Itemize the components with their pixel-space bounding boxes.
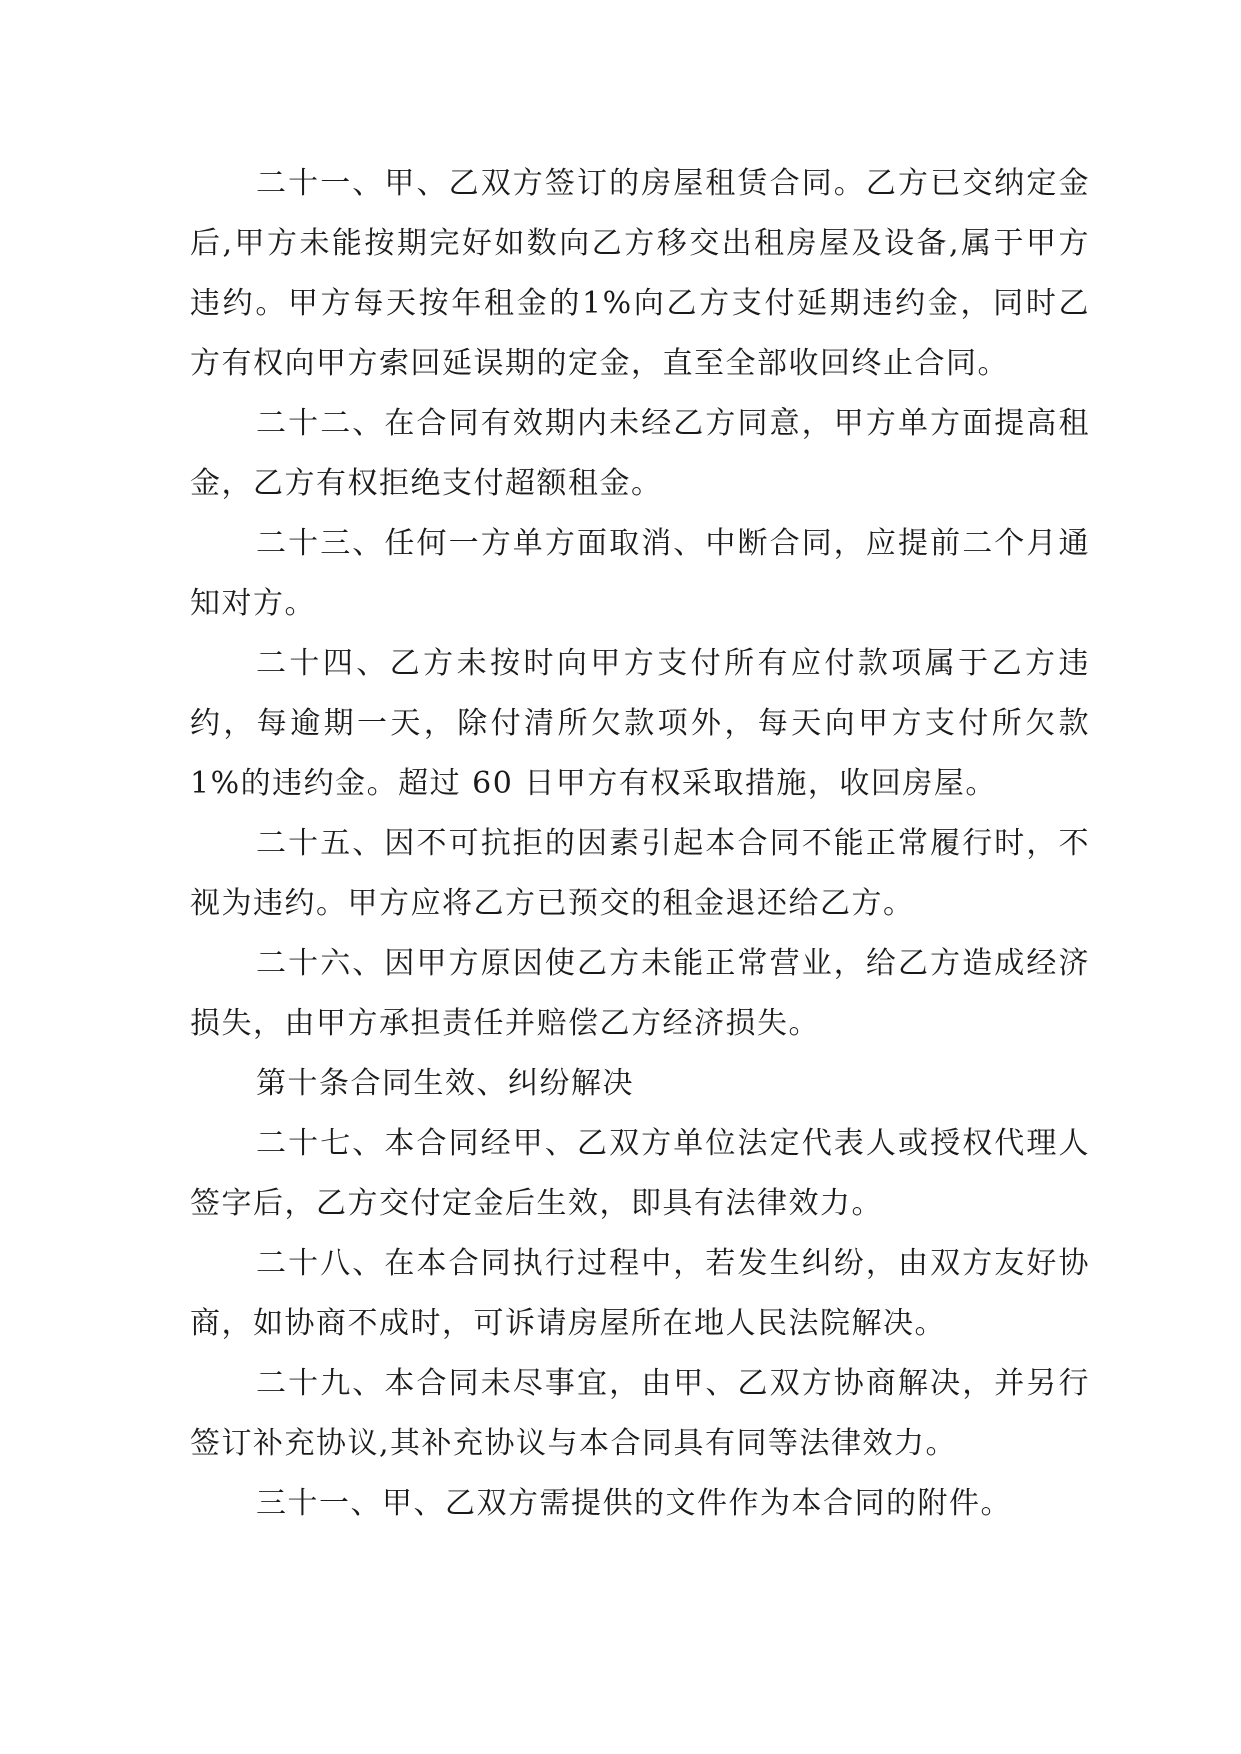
clause-22: 二十二、在合同有效期内未经乙方同意，甲方单方面提高租金，乙方有权拒绝支付超额租金。 <box>190 406 1090 501</box>
clause-28: 二十八、在本合同执行过程中，若发生纠纷，由双方友好协商，如协商不成时，可诉请房屋所在地人民法院解决。 <box>190 1246 1090 1341</box>
clause-27: 二十七、本合同经甲、乙双方单位法定代表人或授权代理人签字后，乙方交付定金后生效，即具有法律效力。 <box>190 1126 1090 1221</box>
clause-23: 二十三、任何一方单方面取消、中断合同，应提前二个月通知对方。 <box>190 526 1090 621</box>
clause-31: 三十一、甲、乙双方需提供的文件作为本合同的附件。 <box>256 1486 1012 1521</box>
contract-page <box>190 154 1090 1534</box>
clause-26: 二十六、因甲方原因使乙方未能正常营业，给乙方造成经济损失，由甲方承担责任并赔偿乙方经济损失。 <box>190 946 1090 1041</box>
clause-29: 二十九、本合同未尽事宜，由甲、乙双方协商解决，并另行签订补充协议,其补充协议与本合同具有同等法律效力。 <box>190 1366 1090 1461</box>
section-heading-10: 第十条合同生效、纠纷解决 <box>256 1066 634 1101</box>
clause-24: 二十四、乙方未按时向甲方支付所有应付款项属于乙方违约，每逾期一天，除付清所欠款项外，每天向甲方支付所欠款 1%的违约金。超过 60 日甲方有权采取措施，收回房屋。 <box>190 646 1090 801</box>
clause-21: 二十一、甲、乙双方签订的房屋租赁合同。乙方已交纳定金后,甲方未能按期完好如数向乙方移交出租房屋及设备,属于甲方违约。甲方每天按年租金的1%向乙方支付延期违约金，同时乙方有权向甲方索回延误期的定金，直至全部收回终止合同。 <box>190 166 1090 381</box>
clause-25: 二十五、因不可抗拒的因素引起本合同不能正常履行时，不视为违约。甲方应将乙方已预交的租金退还给乙方。 <box>190 826 1090 921</box>
